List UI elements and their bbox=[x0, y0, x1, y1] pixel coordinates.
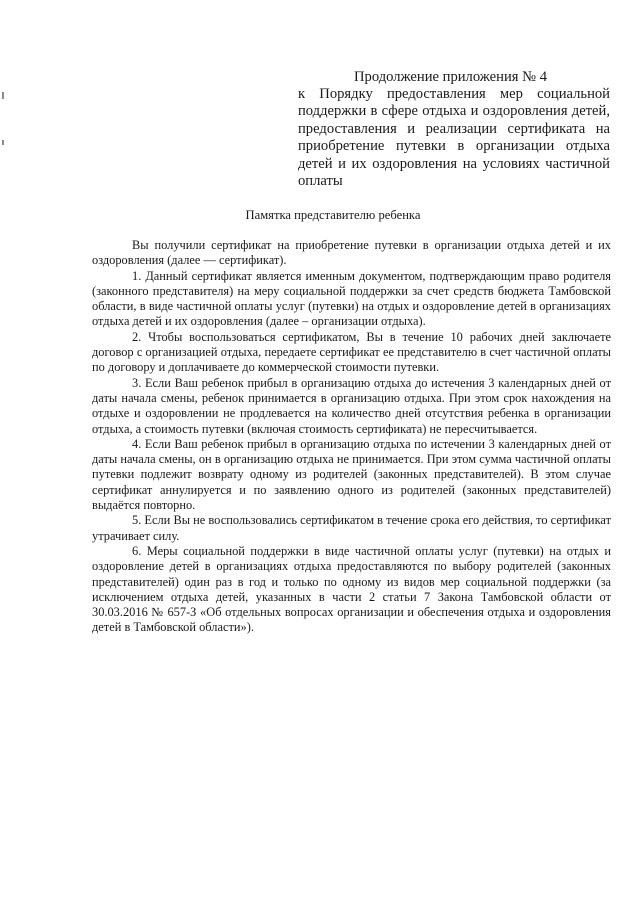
memo-item-2: 2. Чтобы воспользоваться сертификатом, Вы в течение 10 рабочих дней заключаете договор с организацией отдыха, передаете сертификат ее представителю в счет частичной оплаты по договору и доплачиваете до коммерческой стоимости путевки. bbox=[92, 329, 611, 375]
memo-body bbox=[92, 238, 611, 636]
memo-title: Памятка представителю ребенка bbox=[245, 208, 421, 222]
memo-item-4: 4. Если Ваш ребенок прибыл в организацию отдыха по истечении 3 календарных дней от даты начала смены, он в организацию отдыха не принимается. При этом сумма частичной оплаты путевки подлежит возврату одному из родителей (законных представителей). В этом случае сертификат аннулируется и по заявлению одного из родителей (законных представителей) выдаётся повторно. bbox=[92, 436, 611, 513]
scan-edge-mark bbox=[2, 140, 4, 145]
memo-item-3: 3. Если Ваш ребенок прибыл в организацию отдыха до истечения 3 календарных дней от даты начала смены, ребенок принимается в организацию отдыха. При этом срок нахождения на отдыхе и оздоровлении не продлевается на количество дней отсутствия ребенка в организации отдыха, а стоимость путевки (включая стоимость сертификата) не пересчитывается. bbox=[92, 375, 611, 436]
scan-edge-mark bbox=[2, 92, 4, 99]
appendix-reference: к Порядку предоставления мер социальной поддержки в сфере отдыха и оздоровления детей, предоставления и реализации сертификата на приобретение путевки в организации отдыха детей и их оздоровления на условиях частичной оплаты bbox=[298, 85, 610, 189]
memo-item-5: 5. Если Вы не воспользовались сертификатом в течение срока его действия, то сертификат утрачивает силу. bbox=[92, 513, 611, 543]
memo-intro: Вы получили сертификат на приобретение путевки в организации отдыха детей и их оздоровления (далее — сертификат). bbox=[92, 238, 611, 268]
appendix-title: Продолжение приложения № 4 bbox=[354, 69, 547, 85]
memo-item-1: 1. Данный сертификат является именным документом, подтверждающим право родителя (законного представителя) на меру социальной поддержки за счет средств бюджета Тамбовской области, в виде частичной оплаты услуг (путевки) на отдых и оздоровление детей в организациях отдыха детей и их оздоровления (далее – организации отдыха). bbox=[92, 268, 611, 329]
memo-item-6: 6. Меры социальной поддержки в виде частичной оплаты услуг (путевки) на отдых и оздоровление детей в организациях отдыха предоставляются по выбору родителей (законных представителей) один раз в год и только по одному из видов мер социальной поддержки (за исключением отдыха детей, указанных в части 2 статьи 7 Закона Тамбовской области от 30.03.2016 № 657-З «Об отдельных вопросах организации и обеспечения отдыха и оздоровления детей в Тамбовской области»). bbox=[92, 543, 611, 635]
